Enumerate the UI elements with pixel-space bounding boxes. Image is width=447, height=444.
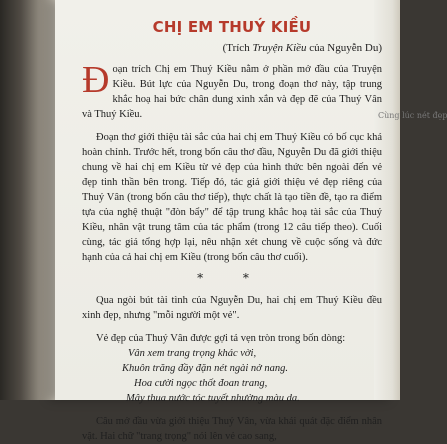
left-page-sliver [0,0,60,400]
paragraph-5: Câu mở đầu vừa giới thiệu Thuý Vân, vừa khái quát đặc điểm nhân vật. Hai chữ "trang trọng" nói lên vẻ cao sang, [82,416,382,442]
credit-work-title: Truyện Kiều [252,42,307,54]
paragraph-1-text: oạn trích Chị em Thuý Kiều nằm ở phần mở đầu của Truyện Kiều. Bút lực của Nguyễn Du, trong đoạn thơ này, tập trung khắc hoạ hai bức chân dung xinh xắn và đẹp đẽ của Thuý Vân và Thuý Kiều. [82,64,382,120]
page-content [82,18,382,444]
poem-line: Mây thua nước tóc tuyết nhường màu da. [126,393,300,404]
poem-quote [82,346,382,406]
section-separator: * * [197,271,267,285]
paragraph-4: Vẻ đẹp của Thuý Vân được gợi tả vẹn tròn trong bốn dòng: [96,333,346,344]
source-credit [82,42,382,54]
page-title: CHỊ EM THUÝ KIỀU [152,18,312,36]
paragraph-3: Qua ngòi bút tài tình của Nguyễn Du, hai chị em Thuý Kiều đều xinh đẹp, nhưng "mỗi người một vẻ". [82,295,382,321]
paragraph-1 [82,59,382,122]
poem-line: Vân xem trang trọng khác vời, [128,348,257,359]
credit-close: của Nguyễn Du) [306,42,382,54]
credit-open: (Trích [222,42,253,54]
poem-line: Hoa cười ngọc thốt đoan trang, [134,378,268,389]
right-page-edge-text: Cùng lúc nét đẹp [378,111,447,120]
poem-line: Khuôn trăng đầy đặn nét ngài nở nang. [122,363,289,374]
drop-cap: Đ [82,59,110,101]
paragraph-2: Đoạn thơ giới thiệu tài sắc của hai chị em Thuý Kiều có bố cục khá hoàn chỉnh. Trước hết, trong bốn câu thơ đầu, Nguyễn Du đã giới thiệu chung về hai chị em Kiều từ vẻ đẹp của hình thức bên ngoài đến vẻ đẹp tinh thần bên trong. Tiếp đó, tác giả giới thiệu vẻ đẹp riêng của Thuý Vân (trong bốn câu thơ tiếp), thực chất là tạo tiền đề, tạo ra điểm tựa của nghệ thuật "đòn bẩy" để tập trung khắc hoạ tài sắc của Thuý Kiều, nhân vật trung tâm của tác phẩm (trong 12 câu tiếp theo). Cuối cùng, tác giả tổng hợp lại, nêu nhận xét chung về cuộc sống và đức hạnh của cả hai chị em Kiều (trong bốn câu thơ cuối). [82,132,382,263]
